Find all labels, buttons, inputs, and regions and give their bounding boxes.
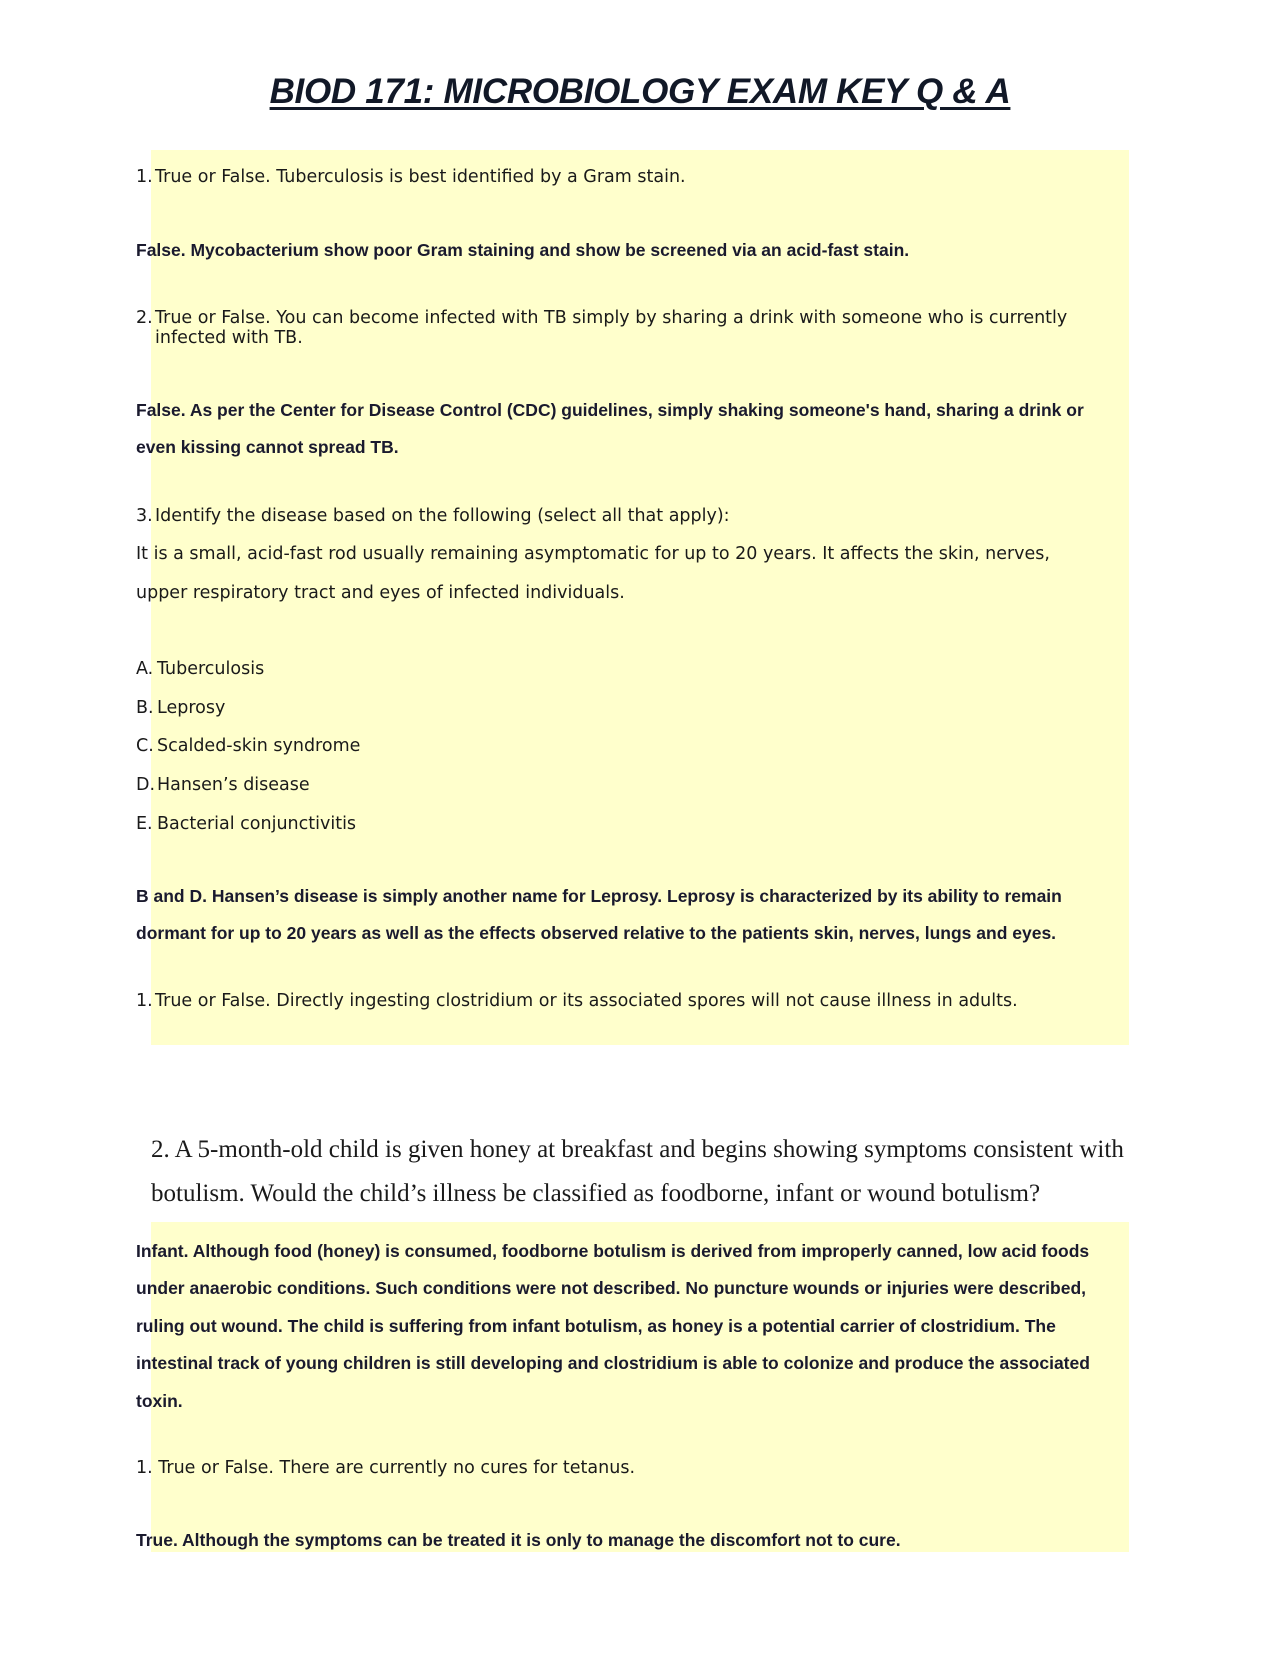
option-letter: D. <box>136 775 156 795</box>
question-6: 1. True or False. There are currently no cures for tetanus. <box>136 1458 636 1478</box>
question-text: True or False. Tuberculosis is best identified by a Gram stain. <box>155 167 686 187</box>
question-5-line-1: 2. A 5-month-old child is given honey at breakfast and begins showing symptoms consistent with <box>151 1136 1124 1163</box>
question-4 <box>136 991 1018 1011</box>
question-5-line-2: botulism. Would the child’s illness be classified as foodborne, infant or wound botulism? <box>151 1180 1041 1207</box>
answer-1: False. Mycobacterium show poor Gram staining and show be screened via an acid-fast stain. <box>136 240 910 260</box>
option-b <box>136 698 225 718</box>
question-text: Identify the disease based on the following (select all that apply): <box>155 506 730 526</box>
option-text: Scalded-skin syndrome <box>157 736 361 756</box>
question-3-description-line-1: It is a small, acid-fast rod usually remaining asymptomatic for up to 20 years. It affects the skin, nerves, <box>136 544 1050 564</box>
question-text: True or False. Directly ingesting clostridium or its associated spores will not cause illness in adults. <box>155 991 1018 1011</box>
option-a <box>136 659 264 679</box>
option-text: Bacterial conjunctivitis <box>157 814 357 834</box>
answer-5-line-3: ruling out wound. The child is suffering from infant botulism, as honey is a potential carrier of clostridium. The <box>136 1316 1056 1336</box>
option-text: Leprosy <box>157 698 226 718</box>
question-number: 2. <box>136 308 153 328</box>
question-number: 1. <box>136 991 153 1011</box>
question-2 <box>136 308 1067 328</box>
answer-2-line-2: even kissing cannot spread TB. <box>136 437 399 457</box>
question-text: True or False. You can become infected with TB simply by sharing a drink with someone who is currently <box>155 308 1068 328</box>
option-d <box>136 775 310 795</box>
page-title: BIOD 171: MICROBIOLOGY EXAM KEY Q & A <box>269 72 1011 111</box>
option-letter: A. <box>136 659 154 679</box>
option-e <box>136 814 356 834</box>
question-number: 3. <box>136 506 153 526</box>
option-letter: B. <box>136 698 154 718</box>
option-text: Tuberculosis <box>157 659 265 679</box>
question-3-description-line-2: upper respiratory tract and eyes of infected individuals. <box>136 583 625 603</box>
option-letter: E. <box>136 814 153 834</box>
answer-5-line-4: intestinal track of young children is still developing and clostridium is able to colonize and produce the associated <box>136 1353 1090 1373</box>
option-letter: C. <box>136 736 154 756</box>
question-1 <box>136 167 686 187</box>
answer-3-line-2: dormant for up to 20 years as well as the effects observed relative to the patients skin, nerves, lungs and eyes. <box>136 923 1057 943</box>
answer-2-line-1: False. As per the Center for Disease Control (CDC) guidelines, simply shaking someone's hand, sharing a drink or <box>136 400 1084 420</box>
highlight-block-bottom <box>151 1222 1129 1552</box>
answer-5-line-5: toxin. <box>136 1391 183 1411</box>
answer-3-line-1: B and D. Hansen’s disease is simply another name for Leprosy. Leprosy is characterized by its ability to remain <box>136 886 1062 906</box>
answer-5-line-2: under anaerobic conditions. Such conditions were not described. No puncture wounds or injuries were described, <box>136 1278 1087 1298</box>
question-3 <box>136 506 730 526</box>
answer-5-line-1: Infant. Although food (honey) is consumed, foodborne botulism is derived from improperly canned, low acid foods <box>136 1241 1090 1261</box>
option-c <box>136 736 360 756</box>
question-2-continued: infected with TB. <box>155 328 303 348</box>
question-number: 1. <box>136 167 153 187</box>
option-text: Hansen’s disease <box>157 775 310 795</box>
answer-6: True. Although the symptoms can be treated it is only to manage the discomfort not to cure. <box>136 1530 901 1550</box>
